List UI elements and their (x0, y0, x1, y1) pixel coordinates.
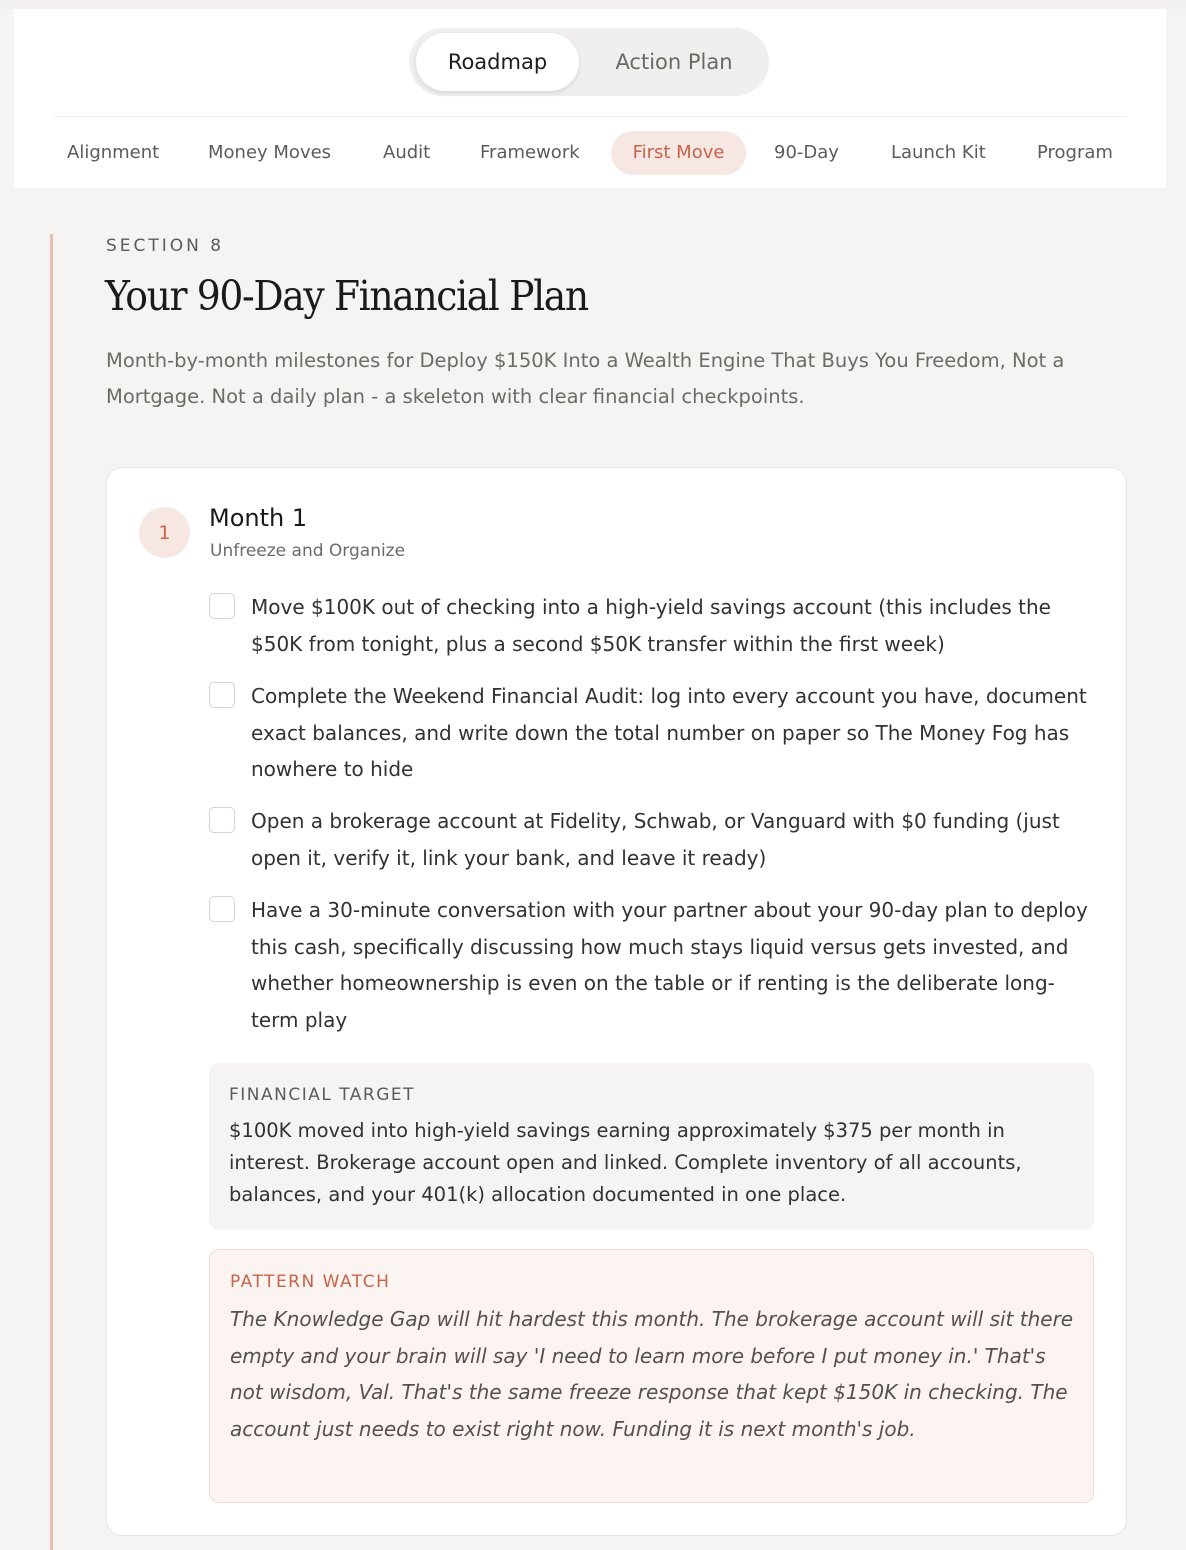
view-toggle (409, 28, 769, 96)
section-label: SECTION 8 (106, 236, 225, 256)
nav-item-money-moves[interactable]: Money Moves (208, 142, 332, 163)
task-checkbox[interactable] (209, 593, 235, 619)
month-number-badge: 1 (139, 507, 190, 558)
nav-item-program[interactable]: Program (1037, 142, 1113, 163)
task-checkbox[interactable] (209, 896, 235, 922)
pattern-watch-label: PATTERN WATCH (230, 1272, 391, 1292)
section-rule (50, 234, 53, 1550)
month-subtitle: Unfreeze and Organize (210, 541, 406, 561)
pattern-watch-text: The Knowledge Gap will hit hardest this month. The brokerage account will sit there empty and your brain will say 'I need to learn more before I put money in.' That's not wisdom, Val. That's the same freeze response that kept $150K in checking. The account just needs to exist right now. Funding it is next month's job. (230, 1307, 1074, 1441)
financial-target-text: $100K moved into high-yield savings earning approximately $375 per month in interest. Brokerage account open and linked. Complete inventory of all accounts, balances, and your 401(k) allocation documented in one place. (229, 1119, 1022, 1206)
pattern-watch-box (209, 1249, 1094, 1503)
nav-item-launch-kit[interactable]: Launch Kit (891, 142, 986, 163)
task-text: Have a 30-minute conversation with your partner about your 90-day plan to deploy this cash, specifically discussing how much stays liquid versus gets invested, and whether homeownership is even on the table or if renting is the deliberate long-term play (251, 898, 1088, 1032)
task-text: Move $100K out of checking into a high-yield savings account (this includes the $50K from tonight, plus a second $50K transfer within the first week) (251, 595, 1051, 656)
task-text: Open a brokerage account at Fidelity, Schwab, or Vanguard with $0 funding (just open it, verify it, link your bank, and leave it ready) (251, 809, 1060, 870)
task-text: Complete the Weekend Financial Audit: log into every account you have, document exact balances, and write down the total number on paper so The Money Fog has nowhere to hide (251, 684, 1087, 781)
nav-item-framework[interactable]: Framework (480, 142, 580, 163)
nav-item-alignment[interactable]: Alignment (67, 142, 160, 163)
tab-action-plan[interactable]: Action Plan (615, 50, 733, 74)
page-description: Month-by-month milestones for Deploy $150K Into a Wealth Engine That Buys You Freedom, Not a Mortgage. Not a daily plan - a skeleton with clear financial checkpoints. (106, 349, 1065, 408)
tab-roadmap[interactable]: Roadmap (416, 33, 579, 91)
header-divider (54, 116, 1126, 117)
section-nav (14, 131, 1166, 175)
window-top-edge (0, 0, 1186, 9)
month-card (106, 467, 1127, 1536)
header (14, 9, 1166, 188)
nav-item-90-day[interactable]: 90-Day (774, 142, 839, 163)
nav-item-audit[interactable]: Audit (383, 142, 431, 163)
financial-target-label: FINANCIAL TARGET (229, 1085, 416, 1105)
month-title: Month 1 (209, 504, 308, 532)
page-title: Your 90-Day Financial Plan (105, 272, 588, 320)
task-checkbox[interactable] (209, 807, 235, 833)
nav-item-first-move[interactable]: First Move (611, 131, 746, 175)
task-checkbox[interactable] (209, 682, 235, 708)
financial-target-box (209, 1063, 1094, 1230)
